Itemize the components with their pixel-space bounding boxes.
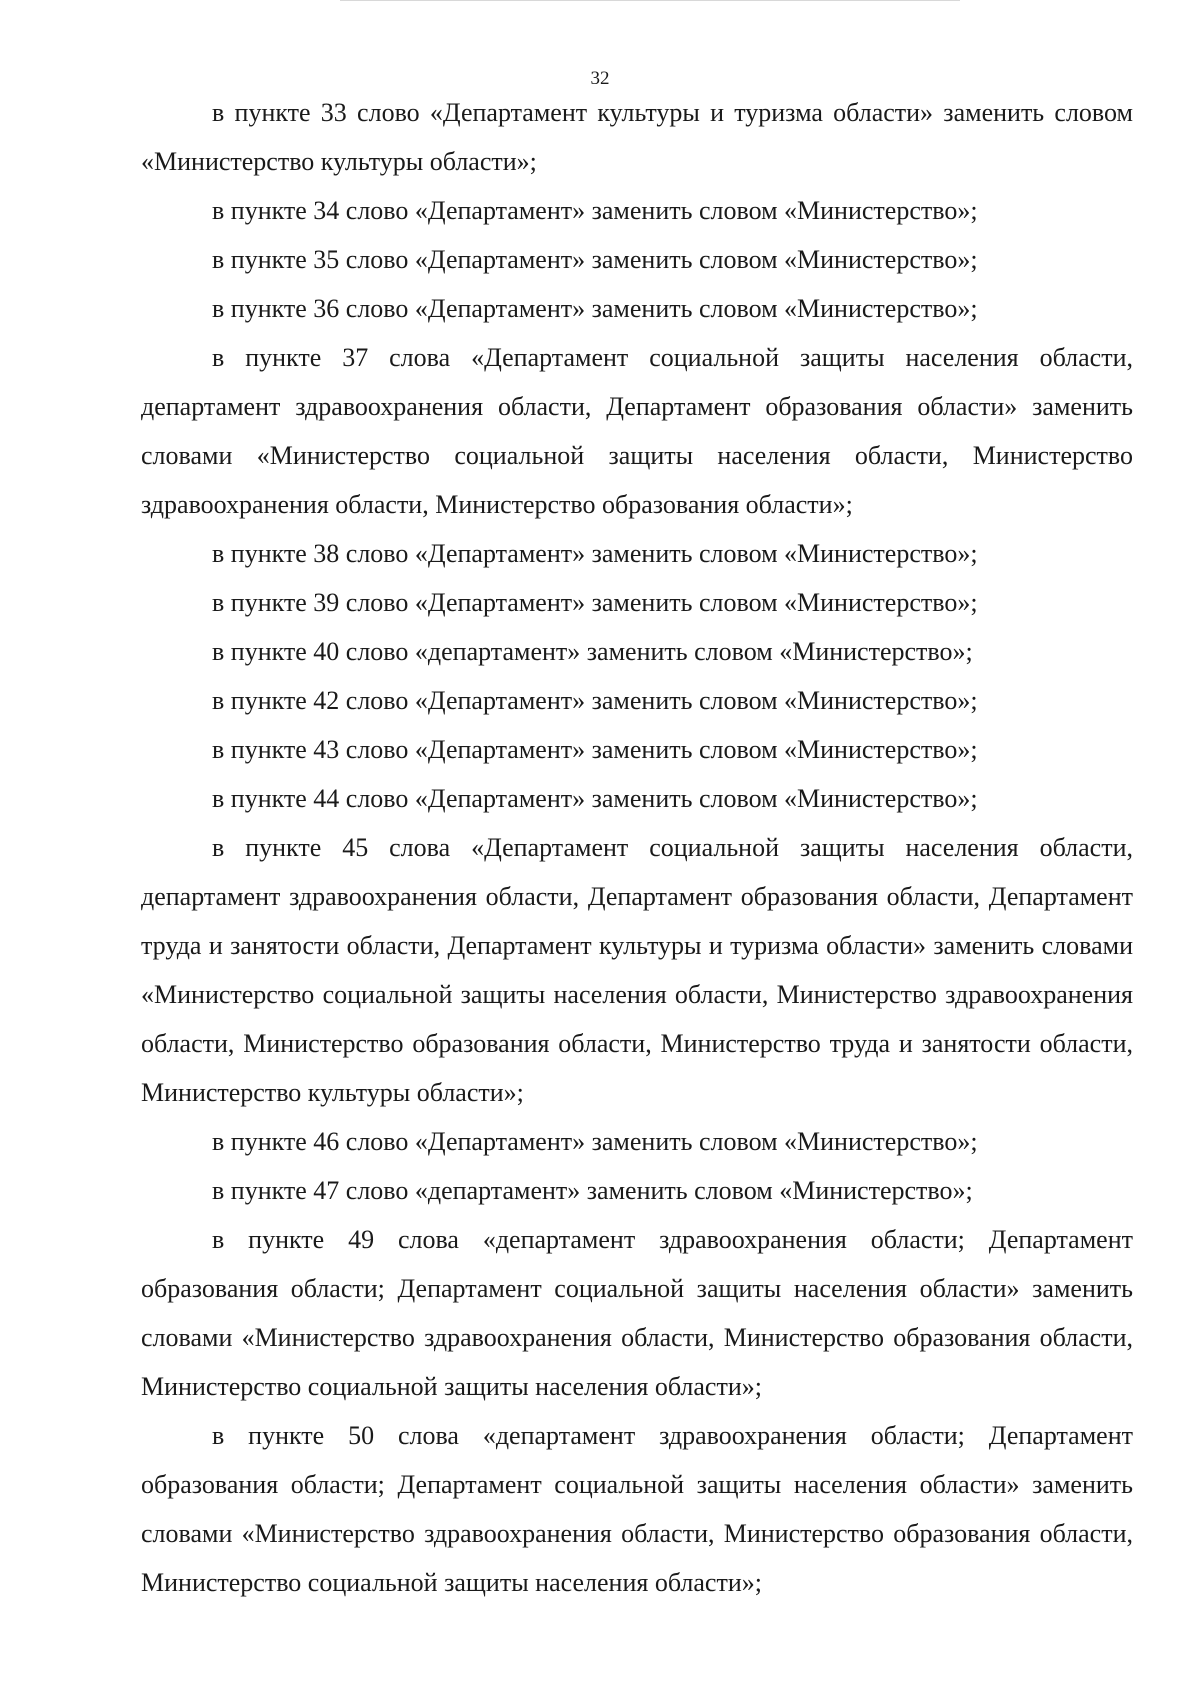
paragraph-item-38: в пункте 38 слово «Департамент» заменить словом «Министерство»; <box>212 539 978 568</box>
paragraph-item-42: в пункте 42 слово «Департамент» заменить словом «Министерство»; <box>212 686 978 715</box>
paragraph-item-47: в пункте 47 слово «департамент» заменить словом «Министерство»; <box>212 1176 973 1205</box>
paragraph-item-46: в пункте 46 слово «Департамент» заменить словом «Министерство»; <box>212 1127 978 1156</box>
paragraph-item-45: в пункте 45 слова «Департамент социальной защиты населения области, департамент здравоохранения области, Департамент образования области, Департамент труда и занятости области, Департамент культуры и туризма области» заменить словами «Министерство социальной защиты населения области, Министерство здравоохранения области, Министерство образования области, Министерство труда и занятости области, Министерство культуры области»; <box>141 833 1133 1107</box>
paragraph-item-44: в пункте 44 слово «Департамент» заменить словом «Министерство»; <box>212 784 978 813</box>
paragraph-item-39: в пункте 39 слово «Департамент» заменить словом «Министерство»; <box>212 588 978 617</box>
paragraph-item-50: в пункте 50 слова «департамент здравоохранения области; Департамент образования области; Департамент социальной защиты населения области» заменить словами «Министерство здравоохранения области, Министерство образования области, Министерство социальной защиты населения области»; <box>141 1421 1133 1597</box>
page-number: 32 <box>590 68 610 89</box>
paragraph-item-33: в пункте 33 слово «Департамент культуры и туризма области» заменить словом «Министерство культуры области»; <box>141 98 1133 176</box>
paragraph-item-37: в пункте 37 слова «Департамент социальной защиты населения области, департамент здравоохранения области, Департамент образования области» заменить словами «Министерство социальной защиты населения области, Министерство здравоохранения области, Министерство образования области»; <box>141 343 1133 519</box>
document-body <box>141 88 1133 1607</box>
paragraph-item-40: в пункте 40 слово «департамент» заменить словом «Министерство»; <box>212 637 973 666</box>
paragraph-item-49: в пункте 49 слова «департамент здравоохранения области; Департамент образования области; Департамент социальной защиты населения области» заменить словами «Министерство здравоохранения области, Министерство образования области, Министерство социальной защиты населения области»; <box>141 1225 1133 1401</box>
scan-edge <box>340 0 960 1</box>
paragraph-item-36: в пункте 36 слово «Департамент» заменить словом «Министерство»; <box>212 294 978 323</box>
paragraph-item-34: в пункте 34 слово «Департамент» заменить словом «Министерство»; <box>212 196 978 225</box>
paragraph-item-35: в пункте 35 слово «Департамент» заменить словом «Министерство»; <box>212 245 978 274</box>
paragraph-item-43: в пункте 43 слово «Департамент» заменить словом «Министерство»; <box>212 735 978 764</box>
